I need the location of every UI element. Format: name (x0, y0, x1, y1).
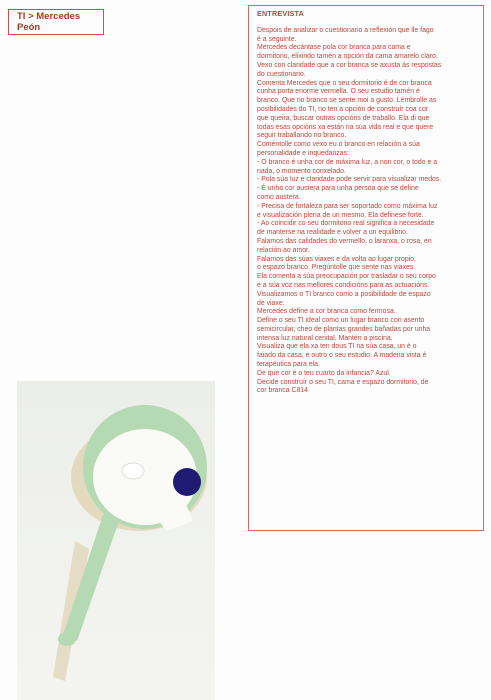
interview-line: - O branco é unha cor de máxima luz, a non cor, o todo e a (257, 158, 438, 166)
interview-line: o espazo branco. Pregúntolle que sente nas viaxes. (257, 264, 416, 272)
interview-line: e a súa voz nas mellores condicións para as actuacións. (257, 281, 430, 289)
interview-body (257, 27, 475, 396)
interview-line: todas esas opcións xa están na súa vida real e que quere (257, 123, 434, 131)
interview-line: Falamos das calidades do vermello, o laranxa, o rosa, en (257, 237, 432, 245)
interview-line: que queira, buscar outras opcións de traballo. Ela di que (257, 114, 430, 122)
model-photo (17, 381, 215, 700)
interview-line: é a seguinte. (257, 35, 297, 43)
interview-box (248, 5, 484, 531)
interview-line: personalidade e inquedanzas: (257, 149, 349, 157)
interview-line: Ela comenta a súa preocupación por trasladar o seu corpo (257, 273, 436, 281)
interview-line: relación ao amor. (257, 246, 310, 254)
interview-line: Mercedes define a cor branca como fermosa. (257, 308, 396, 316)
interview-line: Mercedes decántase pola cor branca para cama e (257, 44, 411, 52)
interview-line: - Ao coincidir co seu dormitorio real significa a necesidade (257, 220, 435, 228)
interview-line: Comenta Mercedes que o seu dormitorio é de cor branca (257, 79, 432, 87)
interview-line: nada, o momento conxelado. (257, 167, 346, 175)
interview-heading: ENTREVISTA (257, 9, 304, 18)
interview-line: Decide construír o seu TI, cama e espazo dormitorio, de (257, 378, 429, 386)
interview-line: - Precisa de fortaleza para ser soportado como máxima luz (257, 202, 438, 210)
interview-line: - Pola súa luz e claridade pode servir para visualizar medos. (257, 176, 442, 184)
interview-line: seguir traballando no branco. (257, 132, 347, 140)
interview-line: dormitorio, elixindo tamén a opción da cama amarelo claro. (257, 53, 438, 61)
blue-circle (173, 468, 201, 496)
model-illustration (17, 381, 215, 700)
interview-line: e visualización plena de un mesmo. Ela definese forte. (257, 211, 424, 219)
interview-line: De que cor é o teu cuarto da infancia? Azul. (257, 369, 391, 377)
interview-line: semicircular, cheo de plantas grandes bañadas por unha (257, 325, 431, 333)
page-title: TI > Mercedes Peón (8, 9, 104, 35)
interview-line: Define o seu TI ideal como un lugar branco con asento (257, 317, 425, 325)
interview-line: branco. Que no branco se sente moi a gusto. Lémbrolle as (257, 97, 437, 105)
interview-line: como austera. (257, 193, 301, 201)
interview-line: - É unha cor austera para unha persoa que se define (257, 185, 419, 193)
interview-line: cunha porta enorme vermella. O seu estudio tamén é (257, 88, 420, 96)
interview-line: Visualiza que ela xa ten dous TI na súa casa, un é o (257, 343, 417, 351)
interview-line: cor branca C814 (257, 387, 308, 395)
handle-end (58, 632, 76, 646)
interview-line: Despois de analizar o cuestionario a reflexión que lle fago (257, 26, 434, 34)
interview-line: posibilidades do TI, no ten a opción de construír coa cor (257, 105, 429, 113)
interview-line: intensa luz natural cenital. Mantén a piscina. (257, 334, 393, 342)
interview-line: Falamos das súas viaxes e da volta ao lugar propio, (257, 255, 416, 263)
white-cylinder (122, 463, 144, 479)
interview-line: terapéutica para ela. (257, 361, 320, 369)
interview-line: faiado da casa, e outro o seu estudio. A madeira vista é (257, 352, 427, 360)
interview-line: Coméntolle como vexo eu o branco en relación a súa (257, 141, 420, 149)
interview-line: do cuestionario. (257, 70, 306, 78)
interview-line: Visualizamos o TI branco como a posibilidade de espazo (257, 290, 431, 298)
interview-line: Vexo con claridade que a cor branca se axusta ás respostas (257, 61, 442, 69)
interview-line: de viaxe. (257, 299, 285, 307)
interview-line: de manterse na realidade e volver a un equilibrio. (257, 229, 408, 237)
